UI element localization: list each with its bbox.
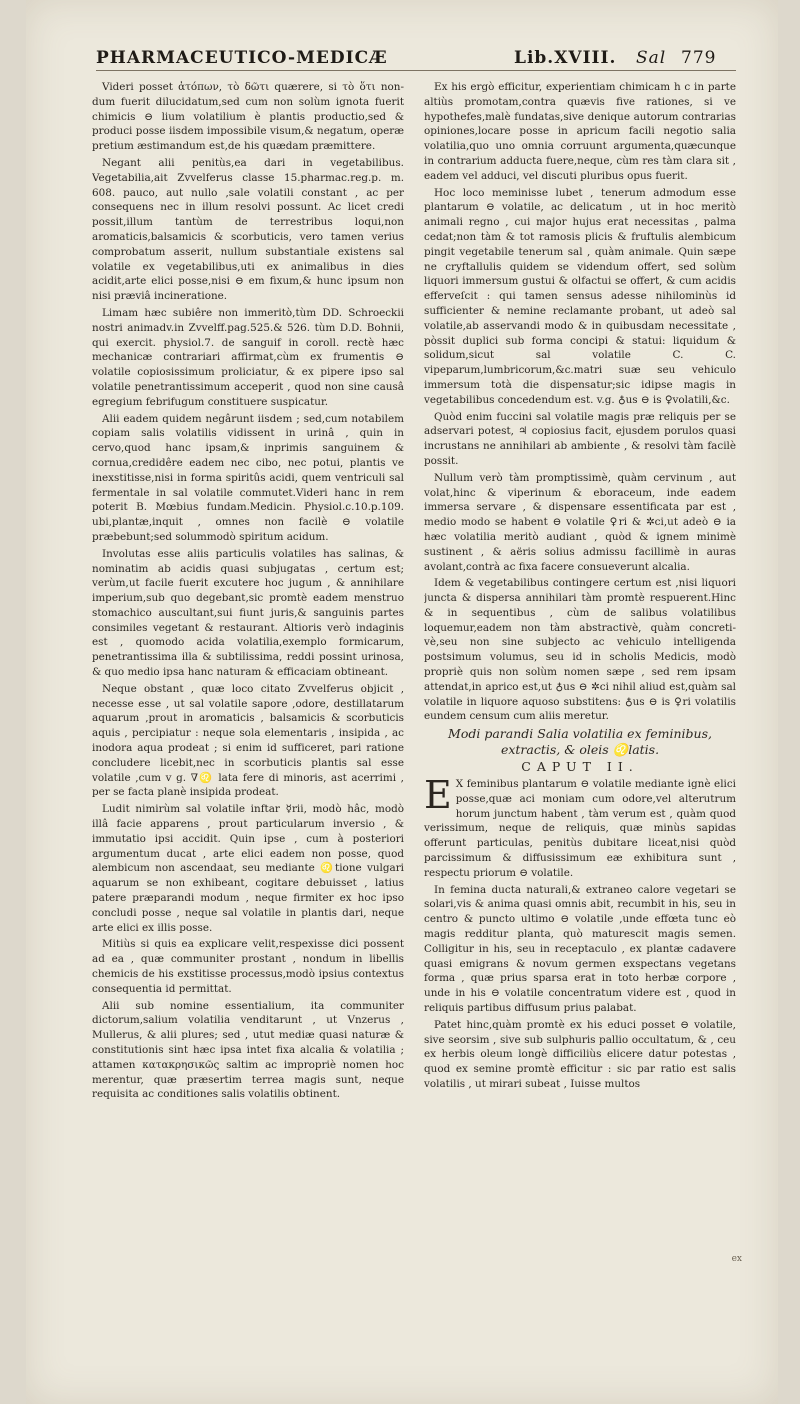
paragraph: Ludit nimirùm sal volatile inftar ☿rii, modò hâc, modò illâ facie apparens , prout particularum inversio , & immutatio ipsi accidit. Quin ipse , cum à posteriori argumentum ducat , arte elici eadem non posse, quod alembicum non ascendaat, seu mediante ♌tione vulgari aquarum se non exhibeant, cogitare debuisset , latius patere præparandi modum , neque firmiter ex hoc ipso concludi posse , neque sal volatile in plantis dari, neque arte elici ex illis posse. — [92, 803, 404, 934]
drop-capital: E — [424, 773, 452, 818]
left-column — [92, 80, 404, 1260]
paragraph: Patet hinc,quàm promtè ex his educi posset ⊖ volatile, sive seorsim , sive sub sulphuris pallio occultatum, & , ceu ex herbis oleum longè difficiliùs elicere datur potestas , quod ex semine promtè efficitur : sic par ratio est salis volatilis , ut mirari subeat , Iuisse multos — [424, 1018, 736, 1090]
paragraph: Ex his ergò efficitur, experientiam chimicam h c in parte altiùs promotam,contra quævis five rationes, si ve hypothefes,malè fundatas,sive denique autorum contrarias opiniones,locare posse in apricum facili negotio salia volatilia,quo uno omnia corruunt argumenta,quæcunque in contrarium adducta fuere,neque, cùm res tàm clara sit , eadem vel adduci, vel discuti pluribus opus fuerit. — [424, 81, 736, 182]
book-page — [26, 0, 778, 1404]
book-number: Lib.XVIII. — [514, 48, 617, 68]
chapter-label: CAPUT II. — [521, 759, 639, 775]
running-title: PHARMACEUTICO-MEDICÆ — [96, 48, 388, 68]
section-heading: Modi parandi Salia volatilia ex feminibus, extractis, & oleis ♌latis. — [448, 726, 712, 758]
paragraph-dropcap — [424, 773, 736, 881]
paragraph: Mitiùs si quis ea explicare velit,respexisse dici possent ad ea , quæ communiter prostant , nondum in libellis chemicis de his exstitisse processus,modò ipsius contextus consequentia id permittat. — [92, 938, 404, 995]
page-header — [96, 48, 736, 70]
paragraph: Alii sub nomine essentialium, ita communiter dictorum,salium volatilia venditarunt , ut Vnzerus , Mullerus, & alii plures; sed , utut mediæ quasi naturæ & constitutionis sint hæc ipsa intet fixa alcalia & volatilia ; attamen κατακρησικῶς saltim ac impropriè nomen hoc merentur, quæ præsertim terrea magis sunt, neque requisita ac conditiones salis volatilis obtinent. — [92, 999, 404, 1101]
dropcap-paragraph-text: X feminibus plantarum ⊖ volatile mediante ignè elici posse,quæ aci moniam cum odore,vel alterutrum horum junctum habent , tàm verum est , quàm quod verissimum, neque de reliquis, quæ minùs sapidas offerunt particulas, penitùs dubitare liceat,nisi quòd parcissimum & diffusissimum eæ exhibitura sunt , respectu priorum ⊖ volatile. — [424, 778, 736, 879]
paragraph: Quòd enim fuccini sal volatile magis præ reliquis per se adservari potest, ♃ copiosius facit, ejusdem porulos quasi incrustans ne annihilari ab ambiente , & resolvi tàm facilè possit. — [424, 410, 736, 467]
paragraph: Videri posset ἀτόπων, τὸ δῶτι quærere, si τὸ ὅτι non-dum fuerit dilucidatum,sed cum non solùm ignota fuerit chimicis ⊖ lium volatilium è plantis productio,sed & produci posse iisdem impossibile visum,& negatum, operæ pretium æstimandum est,de his quædam præmittere. — [92, 81, 404, 153]
right-column — [424, 80, 736, 1190]
paragraph: Involutas esse aliis particulis volatiles has salinas, & nominatim ab acidis quasi subjugatas , certum est; verùm,ut facile fuerit excutere hoc jugum , & annihilare imperium,sub quo degebant,sic promtè eadem menstruo stomachico auscultant,sui fiunt juris,& sanguinis partes consimiles vegetant & restaurant. Altioris verò indaginis est , quomodo acida volatilia,exemplo formicarum, penetrantissima illa & subtilissima, reddi possint urinosa, & quo medio ipsa hanc naturam & efficaciam obtineant. — [92, 547, 404, 679]
section-keyword: Sal — [636, 48, 667, 68]
paragraph: Idem & vegetabilibus contingere certum est ,nisi liquori juncta & dispersa annihilari tàm promtè respuerent.Hinc & in sequentibus , cùm de salibus volatilibus loquemur,eadem non tàm abstractivè, quàm concreti-vè,seu non sine subjecto ac vehiculo intelligenda postsimum volumus, seu id in scholis Medicis, modò propriè quis non solùm nomen sæpe , sed rem ipsam attendat,in aprico est,ut ♁us ⊖ ✲ci nihil aliud est,quàm sal volatile in liquore aquoso substitens: ♁us ⊖ is ♀ri volatilis eundem censum cum aliis meretur. — [424, 577, 736, 723]
paragraph: Neque obstant , quæ loco citato Zvvelferus objicit , necesse esse , ut sal volatile sapore ,odore, destillatarum aquarum ,prout in aromaticis , balsamicis & scorbuticis aquis , percipiatur : neque sola elementaris , insipida , ac inodora aqua prodeat ; si enim id sufficeret, pari ratione concludere licebit,nec in scorbuticis plantis sal esse volatile ,cum v g. ∇♌ lata fere di minoris, ast acerrimi , per se facta planè insipida prodeat. — [92, 682, 404, 799]
page-number: 779 — [681, 48, 717, 68]
header-rule — [96, 70, 736, 71]
paragraph: Hoc loco meminisse lubet , tenerum admodum esse plantarum ⊖ volatile, ac delicatum , ut in hoc meritò animali regno , cui major hujus erat necessitas , palma cedat;non tàm & tot ramosis plicis & fruftulis alembicum pingit vegetabile tenerum sal , quàm animale. Quin sæpe ne cryftallulis quidem se videndum offert, sed solùm liquori immersum gustui & olfactui se offert, & cum acidis efferveſcit : qui tamen sensus adesse nihilominùs id sufficienter & nemine reclamante probant, ut adeò sal volatile,ab asservandi modo & in quibusdam necessitate , pòssit duplici sub forma concipi & statui: liquidum & solidum,sicut sal volatile C. C. vipeparum,lumbricorum,&c.matri suæ seu vehiculo immersum totà die dispensatur;sic idipse magis in vegetabilibus concedendum est. v.g. ♁us ⊖ is ♀volatili,&c. — [424, 186, 736, 406]
paragraph: Limam hæc subiêre non immeritò,tùm DD. Schroeckii nostri animadv.in Zvvelff.pag.525.& 526. tùm D.D. Bohnii, qui exercit. physiol.7. de sanguif in coroll. rectè hæc mechanicæ contrariari affirmat,cùm ex frumentis ⊖ volatile copiosissimum proliciatur, & ex pipere ipso sal volatile penetrantissimum acceperit , quod non sine causâ egregium febrifugum constituere suspicatur. — [92, 306, 404, 408]
paragraph: In femina ducta naturali,& extraneo calore vegetari se solari,vis & anima quasi omnis abit, recumbit in his, seu in centro & puncto ultimo ⊖ volatile ,unde effœta tunc eò magis redditur planta, quò maturescit magis semen. Colligitur in his, seu in receptaculo , ex plantæ cadavere quasi emigrans & novum germen exspectans vegetans forma , quæ prius sparsa erat in toto herbæ corpore , unde in his ⊖ volatile concentratum videre est , quod in reliquis partibus diffusum prius palabat. — [424, 883, 736, 1015]
paragraph: Negant alii penitùs,ea dari in vegetabilibus. Vegetabilia,ait Zvvelferus classe 15.pharmac.reg.p. m. 608. pauco, aut nullo ,sale volatili constant , ac per consequens nec in illum resolvi possunt. Ac licet credi possit,illum tantùm de terrestribus loqui,non aromaticis,balsamicis & scorbuticis, vero tamen verius comprobatum asserit, nullum substantiale existens sal volatile ex vegetabilibus,uti ex animalibus in dies acidit,arte elici posse,nisi ⊖ em fixum,& hunc ipsum non nisi præviâ incineratione. — [92, 156, 404, 303]
paragraph: Alii eadem quidem negârunt iisdem ; sed,cum notabilem copiam salis volatilis vidissent in urinâ , quin in cervo,quod hanc ipsam,& inprimis sanguinem & cornua,credidêre eadem nec cibo, nec potui, plantis ve inexstitisse,nisi in forma spiritûs acidi, quem ventriculi sal fermentale in sal volatile commutet.Videri hanc in rem poterit B. Mœbius fundam.Medicin. Physiol.c.10.p.109. ubi,plantæ,inquit , omnes non facilè ⊖ volatile præbebunt;sed solummodò spiritum acidum. — [92, 412, 404, 543]
paragraph: Nullum verò tàm promptissimè, quàm cervinum , aut volat,hinc & viperinum & eboraceum, inde eadem immersa servare , & dispensare essentificata par est , medio modo se habent ⊖ volatile ♀ri & ✲ci,ut adeò ⊖ ia hæc volatilia meritò audiant , quòd & ignem minimè sustinent , & aëris solius admissu facillimè in auras avolant,contrà ac fixa facere consueverunt alcalia. — [424, 471, 736, 573]
catchword: ex — [731, 1254, 742, 1264]
